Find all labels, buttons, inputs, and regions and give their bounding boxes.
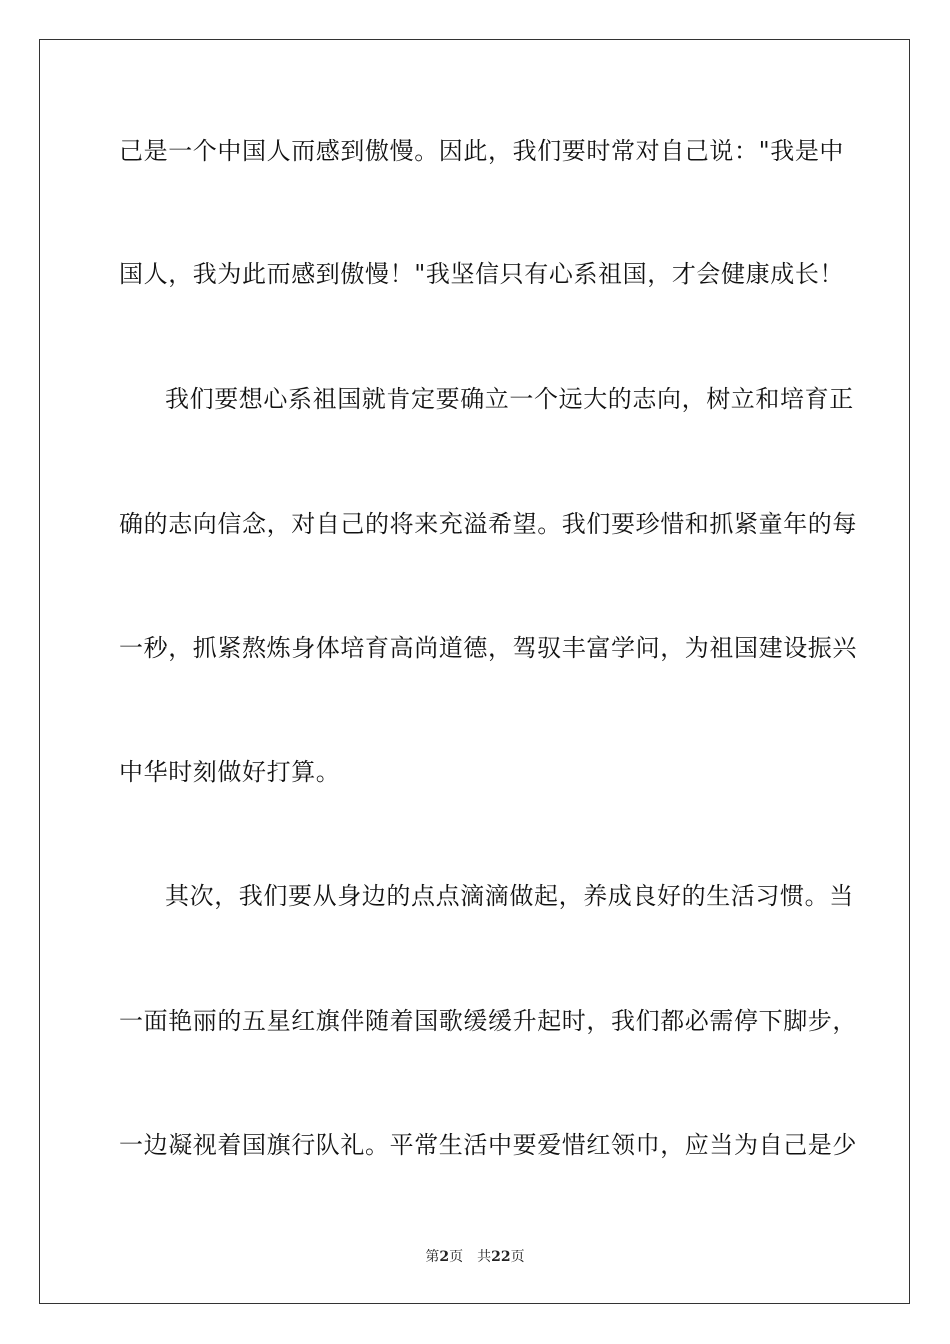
page-prefix: 第 bbox=[425, 1249, 440, 1265]
current-page-number: 2 bbox=[439, 1249, 450, 1265]
total-pages-number: 22 bbox=[491, 1249, 511, 1265]
total-prefix: 共 bbox=[477, 1249, 492, 1265]
paragraph-line: 一面艳丽的五星红旗伴随着国歌缓缓升起时，我们都必需停下脚步， bbox=[119, 1007, 857, 1035]
paragraph-line: 我们要想心系祖国就肯定要确立一个远大的志向，树立和培育正 bbox=[165, 385, 854, 413]
paragraph-line: 其次，我们要从身边的点点滴滴做起，养成良好的生活习惯。当 bbox=[165, 882, 854, 910]
page-footer bbox=[0, 1248, 950, 1266]
page-suffix: 页 bbox=[449, 1249, 464, 1265]
paragraph-line: 中华时刻做好打算。 bbox=[119, 758, 341, 786]
paragraph-line: 国人，我为此而感到傲慢！"我坚信只有心系祖国，才会健康成长！ bbox=[119, 260, 845, 288]
paragraph-line: 己是一个中国人而感到傲慢。因此，我们要时常对自己说："我是中 bbox=[119, 137, 845, 165]
paragraph-line: 确的志向信念，对自己的将来充溢希望。我们要珍惜和抓紧童年的每 bbox=[119, 510, 857, 538]
paragraph-line: 一边凝视着国旗行队礼。平常生活中要爱惜红领巾，应当为自己是少 bbox=[119, 1131, 857, 1159]
total-suffix: 页 bbox=[510, 1249, 525, 1265]
page-border bbox=[39, 39, 910, 1304]
paragraph-line: 一秒，抓紧熬炼身体培育高尚道德，驾驭丰富学问，为祖国建设振兴 bbox=[119, 634, 857, 662]
